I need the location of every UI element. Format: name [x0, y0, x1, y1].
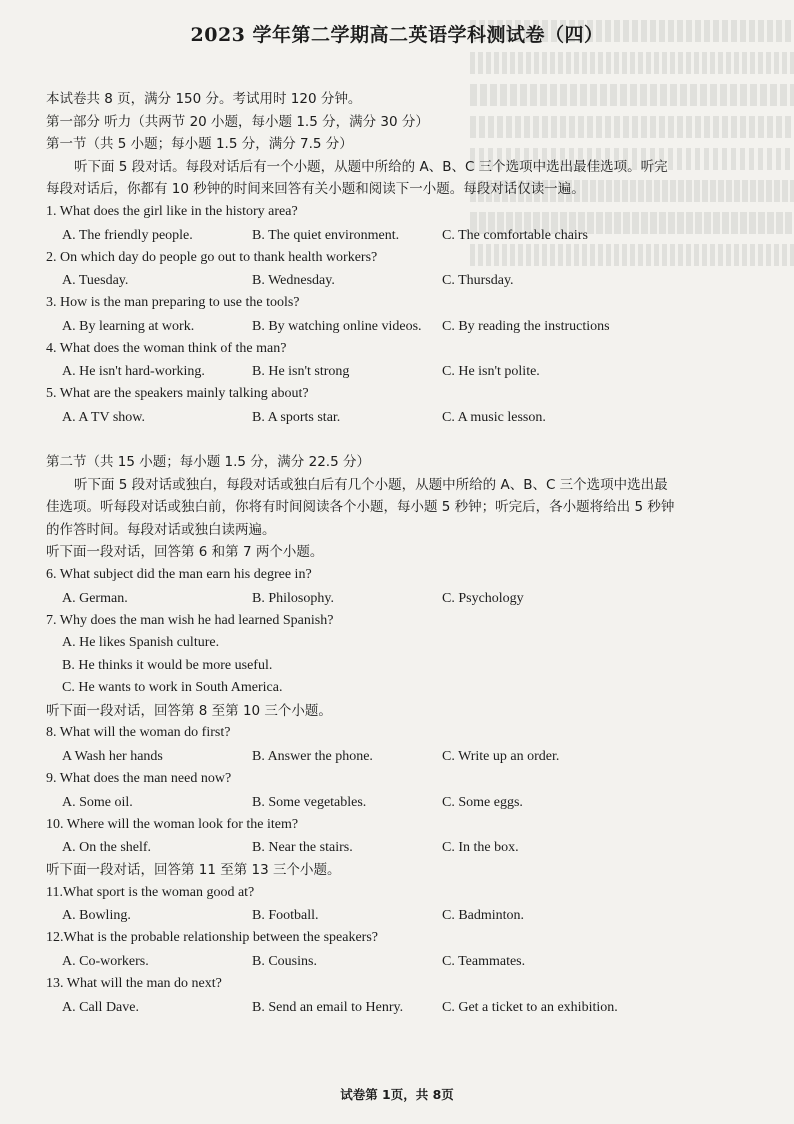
option-b: B. He isn't strong — [252, 364, 350, 380]
question-6-options — [46, 587, 754, 610]
option-b: B. Cousins. — [252, 954, 317, 970]
option-a: A. A TV show. — [62, 409, 145, 425]
section1-instructions-cont: 每段对话后，你都有 10 秒钟的时间来回答有关小题和阅读下一小题。每段对话仅读一遍。 — [46, 181, 585, 198]
option-b: B. Philosophy. — [252, 590, 334, 606]
part1-heading: 第一部分 听力（共两节 20 小题，每小题 1.5 分，满分 30 分） — [46, 113, 429, 130]
option-b: B. The quiet environment. — [252, 227, 400, 243]
group-2-instruction: 听下面一段对话，回答第 8 至第 10 三个小题。 — [46, 702, 332, 719]
option-c: C. The comfortable chairs — [442, 227, 588, 243]
section1-heading: 第一节（共 5 小题；每小题 1.5 分，满分 7.5 分） — [46, 136, 353, 153]
option-a: A. He isn't hard-working. — [62, 364, 205, 380]
option-c: C. Thursday. — [442, 273, 514, 289]
option-b: B. By watching online videos. — [252, 318, 422, 334]
option-a: A. On the shelf. — [62, 840, 152, 856]
option-c: C. By reading the instructions — [442, 318, 610, 334]
option-c: C. He wants to work in South America. — [62, 680, 283, 696]
option-c: C. Write up an order. — [442, 749, 560, 765]
question-7: 7. Why does the man wish he had learned Spanish? — [46, 612, 334, 628]
group-1-instruction: 听下面一段对话，回答第 6 和第 7 两个小题。 — [46, 544, 324, 561]
exam-intro: 本试卷共 8 页，满分 150 分。考试用时 120 分钟。 — [46, 91, 362, 107]
option-a: A. Tuesday. — [62, 273, 129, 289]
option-a: A. He likes Spanish culture. — [62, 635, 220, 651]
option-b: B. A sports star. — [252, 409, 341, 425]
question-11: 11.What sport is the woman good at? — [46, 884, 255, 900]
option-a: A. Bowling. — [62, 908, 131, 924]
question-3-options — [46, 315, 754, 338]
exam-content — [46, 88, 754, 1019]
question-10-options — [46, 836, 754, 859]
option-c: C. Get a ticket to an exhibition. — [442, 999, 618, 1015]
option-b: B. Answer the phone. — [252, 749, 373, 765]
option-b: B. Football. — [252, 908, 319, 924]
question-9-options — [46, 791, 754, 814]
question-6: 6. What subject did the man earn his degree in? — [46, 566, 312, 582]
section2-instructions-cont: 佳选项。听每段对话或独白前，你将有时间阅读各个小题，每小题 5 秒钟；听完后，各小题将给出 5 秒钟 — [46, 499, 675, 516]
question-10: 10. Where will the woman look for the item? — [46, 816, 299, 832]
option-b: B. Send an email to Henry. — [252, 999, 404, 1015]
option-a: A. Call Dave. — [62, 999, 139, 1015]
page-footer: 试卷第 1页，共 8页 — [340, 1087, 454, 1102]
group-3-instruction: 听下面一段对话，回答第 11 至第 13 三个小题。 — [46, 862, 341, 879]
question-2: 2. On which day do people go out to thank health workers? — [46, 249, 378, 265]
section2-instructions-end: 的作答时间。每段对话或独白读两遍。 — [46, 521, 276, 538]
option-a: A Wash her hands — [62, 749, 163, 765]
question-8-options — [46, 745, 754, 768]
section1-instructions: 听下面 5 段对话。每段对话后有一个小题，从题中所给的 A、B、C 三个选项中选出最佳选项。听完 — [74, 158, 668, 175]
question-8: 8. What will the woman do first? — [46, 725, 231, 741]
question-5-options — [46, 406, 754, 429]
question-13-options — [46, 996, 754, 1019]
question-13: 13. What will the man do next? — [46, 976, 222, 992]
option-a: A. Co-workers. — [62, 954, 149, 970]
option-b: B. Wednesday. — [252, 273, 335, 289]
option-a: A. The friendly people. — [62, 227, 193, 243]
option-c: C. A music lesson. — [442, 409, 546, 425]
question-9: 9. What does the man need now? — [46, 771, 232, 787]
option-c: C. He isn't polite. — [442, 364, 540, 380]
option-b: B. Near the stairs. — [252, 840, 353, 856]
question-12: 12.What is the probable relationship between the speakers? — [46, 930, 378, 946]
section-gap — [46, 429, 754, 451]
option-a: A. By learning at work. — [62, 318, 195, 334]
question-12-options — [46, 950, 754, 973]
question-4: 4. What does the woman think of the man? — [46, 340, 287, 356]
question-1-options — [46, 224, 754, 247]
option-c: C. Badminton. — [442, 908, 525, 924]
option-a: A. Some oil. — [62, 794, 133, 810]
option-b: B. He thinks it would be more useful. — [62, 657, 273, 673]
option-b: B. Some vegetables. — [252, 794, 367, 810]
option-c: C. Some eggs. — [442, 794, 523, 810]
question-1: 1. What does the girl like in the history area? — [46, 203, 298, 219]
option-c: C. In the box. — [442, 840, 519, 856]
section2-heading: 第二节（共 15 小题；每小题 1.5 分，满分 22.5 分） — [46, 453, 370, 470]
option-c: C. Psychology — [442, 590, 524, 606]
section2-instructions: 听下面 5 段对话或独白，每段对话或独白后有几个小题，从题中所给的 A、B、C 三个选项中选出最 — [74, 476, 668, 493]
question-5: 5. What are the speakers mainly talking about? — [46, 386, 309, 402]
option-a: A. German. — [62, 590, 128, 606]
exam-title: 2023 学年第二学期高二英语学科测试卷（四） — [190, 24, 604, 46]
question-11-options — [46, 904, 754, 927]
question-2-options — [46, 269, 754, 292]
option-c: C. Teammates. — [442, 954, 526, 970]
question-3: 3. How is the man preparing to use the tools? — [46, 295, 300, 311]
question-4-options — [46, 360, 754, 383]
